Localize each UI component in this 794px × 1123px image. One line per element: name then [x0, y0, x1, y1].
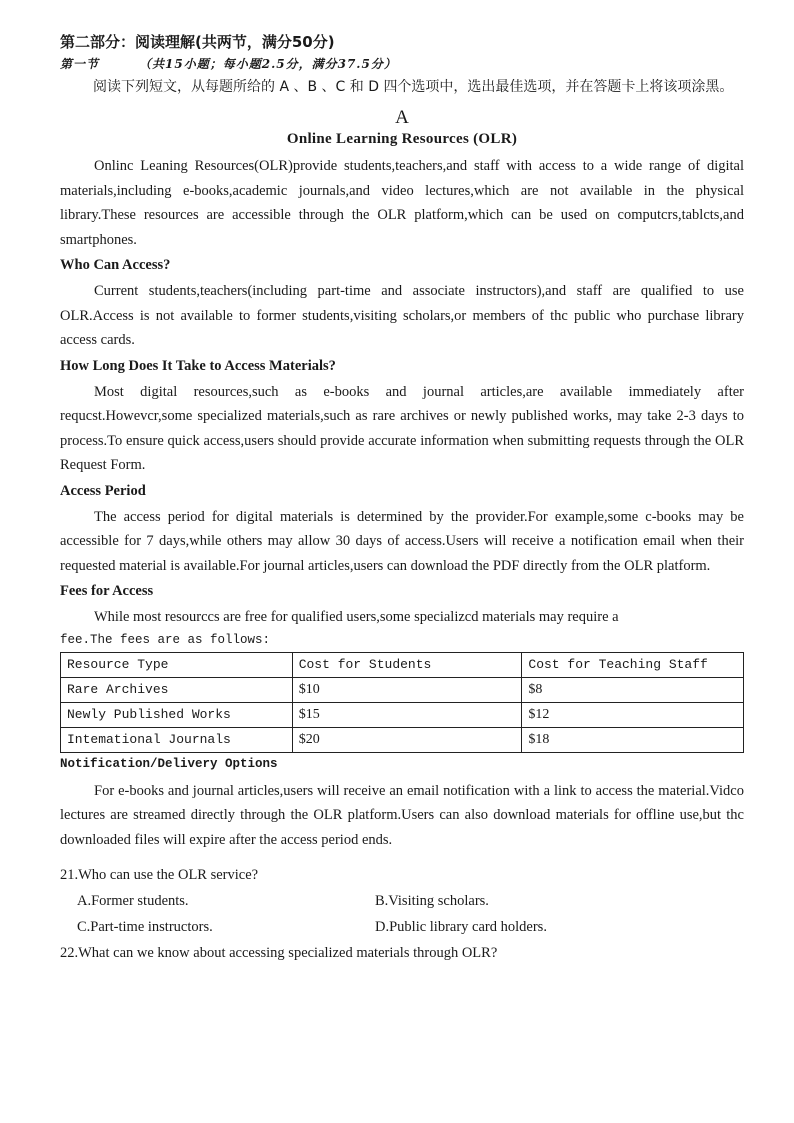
- table-cell: Intemational Journals: [61, 727, 293, 752]
- table-cell: $8: [522, 677, 744, 702]
- table-cell: $15: [292, 702, 522, 727]
- paragraph-notification: For e-books and journal articles,users will receive an email notification with a link to access the material.Vidco lectures are streamed directly through the OLR platform.Users can also download materials for offline use,but thc downloaded files will expire after the access period ends.: [60, 782, 744, 848]
- heading-notification: Notification/Delivery Options: [60, 756, 278, 771]
- options-row: [60, 914, 744, 940]
- table-cell: Newly Published Works: [61, 702, 293, 727]
- table-cell: $20: [292, 727, 522, 752]
- paragraph-access-period: The access period for digital materials is determined by the provider.For example,some c-books may be accessible for 7 days,while others may allow 30 days of access.Users will receive a notification email when their requested material is available.For journal articles,users can download the PDF directly from the OLR platform.: [60, 508, 744, 574]
- option-a: A.Former students.: [77, 893, 189, 909]
- passage-intro: Onlinc Leaning Resources(OLR)provide students,teachers,and staff with access to a wide range of digital materials,including e-books,academic journals,and video lectures,which are not available in the physical library.These resources are accessible through the OLR platform,which can be used on computcrs,tablcts,and smartphones.: [60, 158, 744, 248]
- table-header-cell: Cost for Teaching Staff: [522, 652, 744, 677]
- heading-how-long: How Long Does It Take to Access Materials?: [60, 357, 336, 374]
- paragraph-who-can-access: Current students,teachers(including part-time and associate instructors),and staff are qualified to use OLR.Access is not available to former students,visiting scholars,or members of thc public who purchase library access cards.: [60, 283, 744, 348]
- table-cell: $12: [522, 702, 744, 727]
- option-c: C.Part-time instructors.: [77, 919, 213, 935]
- options-row: [60, 888, 744, 914]
- paragraph-how-long: Most digital resources,such as e-books and journal articles,are available immediately after requcst.Howevcr,some specialized materials,such as rare archives or newly published works, may take 2-3 days to process.To ensure quick access,users should provide accurate information when submitting requests through the OLR Request Form.: [60, 383, 744, 473]
- heading-fees: Fees for Access: [60, 583, 154, 599]
- question-21: 21.Who can use the OLR service?: [60, 867, 259, 883]
- table-row: [61, 677, 744, 702]
- question-22: 22.What can we know about accessing specialized materials through OLR?: [60, 945, 498, 961]
- fees-table: [60, 652, 744, 753]
- option-b: B.Visiting scholars.: [375, 893, 489, 909]
- table-row: [61, 702, 744, 727]
- exam-page: [60, 30, 744, 966]
- section-detail: （共15小题；每小题2.5分，满分37.5分）: [139, 57, 397, 71]
- passage-title: Online Learning Resources (OLR): [286, 131, 518, 147]
- table-row: [61, 727, 744, 752]
- passage-letter: A: [395, 107, 409, 128]
- table-header-cell: Resource Type: [61, 652, 293, 677]
- table-cell: $18: [522, 727, 744, 752]
- option-d: D.Public library card holders.: [375, 919, 547, 935]
- directions: 阅读下列短文，从每题所给的 A 、B 、C 和 D 四个选项中，选出最佳选项，并在答题卡上将该项涂黑。: [93, 79, 734, 95]
- section-label: 第一节: [60, 57, 100, 71]
- table-cell: $10: [292, 677, 522, 702]
- table-header-cell: Cost for Students: [292, 652, 522, 677]
- part-title: 第二部分：阅读理解(共两节，满分50分): [60, 33, 335, 51]
- table-header-row: [61, 652, 744, 677]
- heading-access-period: Access Period: [60, 482, 146, 499]
- table-cell: Rare Archives: [61, 677, 293, 702]
- section-title: [60, 54, 744, 74]
- fee-line: fee.The fees are as follows:: [60, 632, 271, 647]
- heading-who-can-access: Who Can Access?: [60, 257, 171, 273]
- paragraph-fees: While most resourccs are free for qualified users,some specializcd materials may require a: [94, 609, 619, 625]
